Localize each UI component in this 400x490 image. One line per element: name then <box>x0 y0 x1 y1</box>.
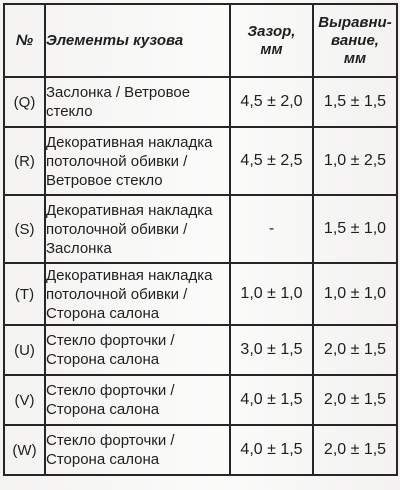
row-elements-line: Декоративная накладка <box>46 266 213 284</box>
table-row <box>4 375 397 425</box>
row-elements <box>45 127 230 195</box>
row-code: (T) <box>4 263 45 325</box>
row-elements-line: Сторона салона <box>46 351 160 368</box>
row-gap: 3,0 ± 1,5 <box>230 325 313 375</box>
header-body-elements: Элементы кузова <box>45 4 230 77</box>
row-gap: - <box>230 195 313 263</box>
table-row <box>4 425 397 475</box>
row-code: (S) <box>4 195 45 263</box>
row-code: (V) <box>4 375 45 425</box>
table-row <box>4 77 397 127</box>
row-elements-line: потолочной обивки / <box>46 152 188 170</box>
row-elements-line: Декоративная накладка <box>46 201 213 219</box>
row-gap: 4,0 ± 1,5 <box>230 375 313 425</box>
body-gap-table <box>3 3 398 476</box>
row-elements <box>45 195 230 263</box>
header-gap <box>230 4 313 77</box>
row-alignment: 1,0 ± 1,0 <box>313 263 397 325</box>
table-row <box>4 195 397 263</box>
table-row <box>4 325 397 375</box>
row-elements <box>45 263 230 325</box>
row-elements-line: Стекло форточки / <box>46 432 175 449</box>
row-alignment: 2,0 ± 1,5 <box>313 375 397 425</box>
row-elements-line: Сторона салона <box>46 451 160 468</box>
row-alignment: 1,0 ± 2,5 <box>313 127 397 195</box>
header-gap-line2: мм <box>260 40 283 58</box>
row-code: (Q) <box>4 77 45 127</box>
row-code: (R) <box>4 127 45 195</box>
row-gap: 4,5 ± 2,0 <box>230 77 313 127</box>
row-elements <box>45 325 230 375</box>
row-alignment: 1,5 ± 1,0 <box>313 195 397 263</box>
row-elements-line: Декоративная накладка <box>46 133 213 151</box>
header-number: № <box>4 4 45 77</box>
row-elements <box>45 425 230 475</box>
row-elements-line: Сторона салона <box>46 304 160 322</box>
row-elements-line: Сторона салона <box>46 401 160 418</box>
row-elements-line: потолочной обивки / <box>46 285 188 303</box>
table-row <box>4 263 397 325</box>
row-elements <box>45 77 230 127</box>
row-elements-line: стекло <box>46 103 93 120</box>
header-alignment <box>313 4 397 77</box>
row-gap: 1,0 ± 1,0 <box>230 263 313 325</box>
row-alignment: 2,0 ± 1,5 <box>313 325 397 375</box>
header-alignment-line1: Выравни- <box>318 13 392 31</box>
row-code: (W) <box>4 425 45 475</box>
row-elements-line: Заслонка / Ветровое <box>46 84 191 101</box>
row-elements-line: Заслонка <box>46 239 112 257</box>
header-alignment-line3: мм <box>343 49 367 67</box>
row-elements-line: Стекло форточки / <box>46 382 175 399</box>
header-alignment-line2: вание, <box>331 31 379 49</box>
table-header-row <box>4 4 397 77</box>
row-elements-line: Стекло форточки / <box>46 332 175 349</box>
row-elements-line: потолочной обивки / <box>46 220 188 238</box>
table-row <box>4 127 397 195</box>
row-gap: 4,0 ± 1,5 <box>230 425 313 475</box>
row-gap: 4,5 ± 2,5 <box>230 127 313 195</box>
row-elements-line: Ветровое стекло <box>46 171 163 189</box>
row-alignment: 2,0 ± 1,5 <box>313 425 397 475</box>
row-elements <box>45 375 230 425</box>
header-gap-line1: Зазор, <box>247 22 296 40</box>
row-alignment: 1,5 ± 1,5 <box>313 77 397 127</box>
row-code: (U) <box>4 325 45 375</box>
